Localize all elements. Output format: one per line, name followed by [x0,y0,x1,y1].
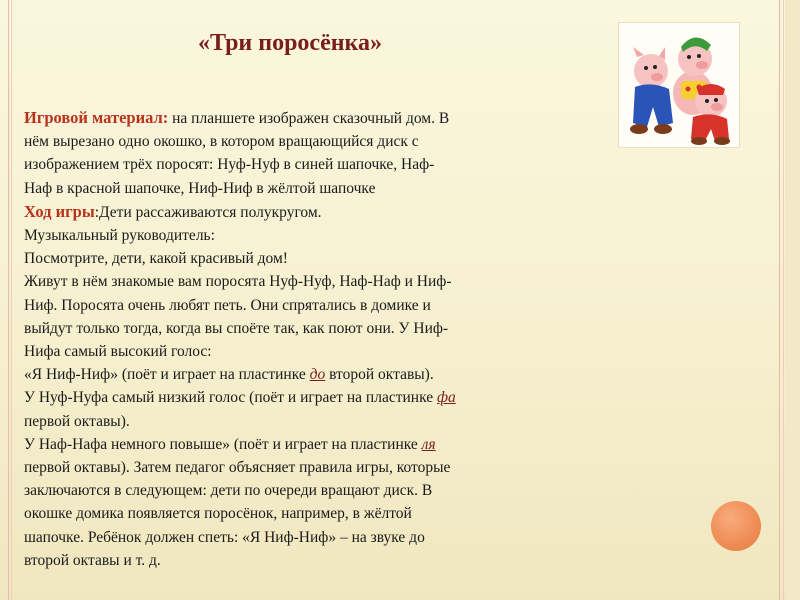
text-line: выйдут только тогда, когда вы споёте так, как поют они. У Ниф- [24,319,449,337]
note-do: до [309,366,326,384]
text-line: Музыкальный руководитель: [24,227,215,245]
pig-blue-overalls [630,47,673,134]
decorative-orange-circle [711,501,761,551]
text-line-la: У Наф-Нафа немного повыше» (поёт и играет на пластинке ля [24,435,436,453]
note-fa: фа [436,389,456,407]
game-description [24,106,596,572]
text-line: второй октавы и т. д. [24,551,161,569]
text-line: Живут в нём знакомые вам поросята Нуф-Нуф, Наф-Наф и Ниф- [24,273,452,291]
text-line: изображением трёх поросят: Нуф-Нуф в синей шапочке, Наф- [24,156,435,174]
slide-title: «Три поросёнка» [197,30,383,56]
text-line-do: «Я Ниф-Ниф» (поёт и играет на пластинке до второй октавы). [24,366,434,384]
text-line: первой октавы). Затем педагог объясняет правила игры, которые [24,459,451,477]
text-line: Посмотрите, дети, какой красивый дом! [24,250,288,268]
text-line: первой октавы). [24,412,130,430]
frame-line-right-inner [779,0,780,600]
frame-line-right-outer [783,0,784,600]
note-la: ля [421,435,436,453]
material-label: Игровой материал: [24,108,169,127]
text-line: Нифа самый высокий голос: [24,343,212,361]
text-line: нём вырезано одно окошко, в котором вращающийся диск с [24,133,419,151]
text-line: Наф в красной шапочке, Ниф-Ниф в жёлтой шапочке [24,179,376,197]
frame-line-left-outer [8,0,9,600]
course-line: Ход игры:Дети рассаживаются полукругом. [24,201,322,221]
text-line: шапочке. Ребёнок должен спеть: «Я Ниф-Ниф» – на звуке до [24,528,425,546]
text-line: заключаются в следующем: дети по очереди вращают диск. В [24,482,433,500]
three-little-pigs-picture [618,22,740,148]
text-line: Ниф. Поросята очень любят петь. Они спрятались в домике и [24,296,431,314]
text-line: окошке домика появляется поросёнок, например, в жёлтой [24,505,412,523]
side-strip [785,0,800,600]
frame-line-left-inner [11,0,12,600]
course-label: Ход игры [24,201,95,221]
text-line-fa: У Нуф-Нуфа самый низкий голос (поёт и играет на пластинке фа [24,389,456,407]
material-line: Игровой материал: на планшете изображен сказочный дом. В [24,108,450,127]
